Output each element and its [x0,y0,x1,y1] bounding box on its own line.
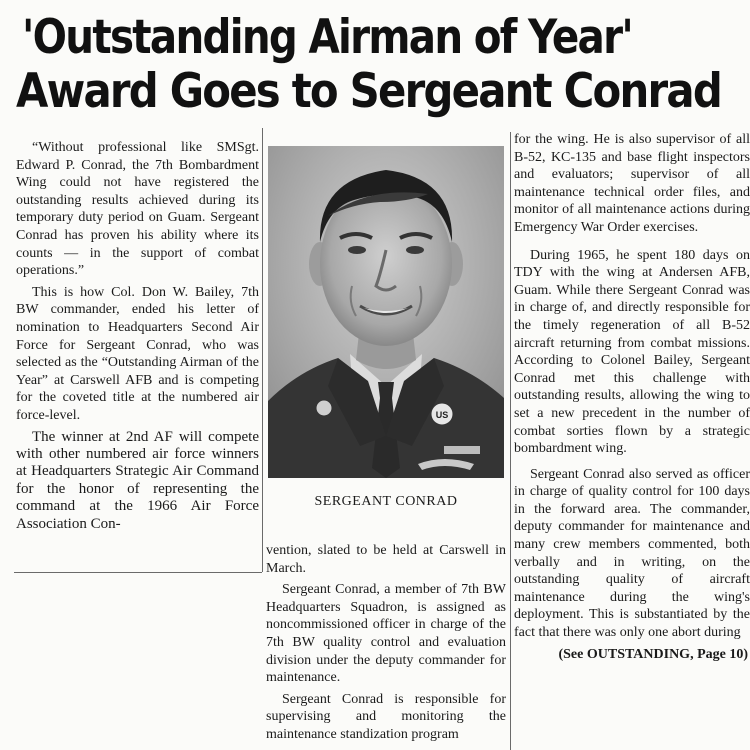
article-column-1 [16,139,259,537]
article-column-2 [266,542,506,748]
column-1-paragraph-3: The winner at 2nd AF will compete with other numbered air force winners at Headquarters Strategic Air Command for the honor of representing the command at the 1966 Air Force Association Con- [16,428,259,532]
headline-line-1: 'Outstanding Airman of Year' [22,10,632,65]
column-3-paragraph-2: During 1965, he spent 180 days on TDY with the wing at Andersen AFB, Guam. While there Sergeant Conrad was in charge of, and directly responsible for the timely regeneration of all B-52 aircraft returning from combat missions. According to Colonel Bailey, Sergeant Conrad met this challenge with outstanding results, allowing the wing to set a new precedent in the number of combat sorties flown by a strategic bombardment wing. [514,247,750,457]
column-rule-right [510,132,511,750]
photo-caption: SERGEANT CONRAD [314,494,458,509]
column-1-paragraph-1: “Without professional like SMSgt. Edward P. Conrad, the 7th Bombardment Wing could not have registered the outstanding results achieved during its temporary duty period on Guam. Sergeant Conrad has proven his ability where its counts — in the support of combat operations.” [16,140,259,279]
article-column-3 [514,131,750,663]
column-2-paragraph-1: vention, slated to be held at Carswell in March. [266,543,506,576]
column-rule-left [262,128,263,572]
continued-reference: (See OUTSTANDING, Page 10) [558,646,748,662]
column-2-paragraph-2: Sergeant Conrad, a member of 7th BW Headquarters Squadron, is assigned as noncommissioned officer in charge of the 7th BW quality control and evaluation division under the deputy commander for maintenance. [266,582,506,686]
column-rule-bottom [14,572,262,573]
column-3-paragraph-1: for the wing. He is also supervisor of all B-52, KC-135 and base flight inspectors and evaluators; supervisor of all maintenance technical order files, and monitor of all maintenance actions during Emergency War Order exercises. [514,132,750,235]
portrait-photo [268,146,504,478]
headline-line-2: Award Goes to Sergeant Conrad [16,64,721,119]
column-2-paragraph-3: Sergeant Conrad is responsible for supervising and monitoring the maintenance standization program [266,691,506,742]
column-3-paragraph-3: Sergeant Conrad also served as officer in charge of quality control for 100 days in the forward area. The commander, deputy commander for maintenance and many crew members commented, both verbally and in writing, on the outstanding quality of aircraft maintenance during the wing's deployment. This is substantiated by the fact that there was only one abort during [514,466,750,641]
collar-insignia-text: US [435,410,449,420]
column-1-paragraph-2: This is how Col. Don W. Bailey, 7th BW commander, ended his letter of nomination to Headquarters Second Air Force for Sergeant Conrad, who was selected as the “Outstanding Airman of the Year” at Carswell AFB and is competing for the coveted title at the numbered air force-level. [16,284,259,423]
